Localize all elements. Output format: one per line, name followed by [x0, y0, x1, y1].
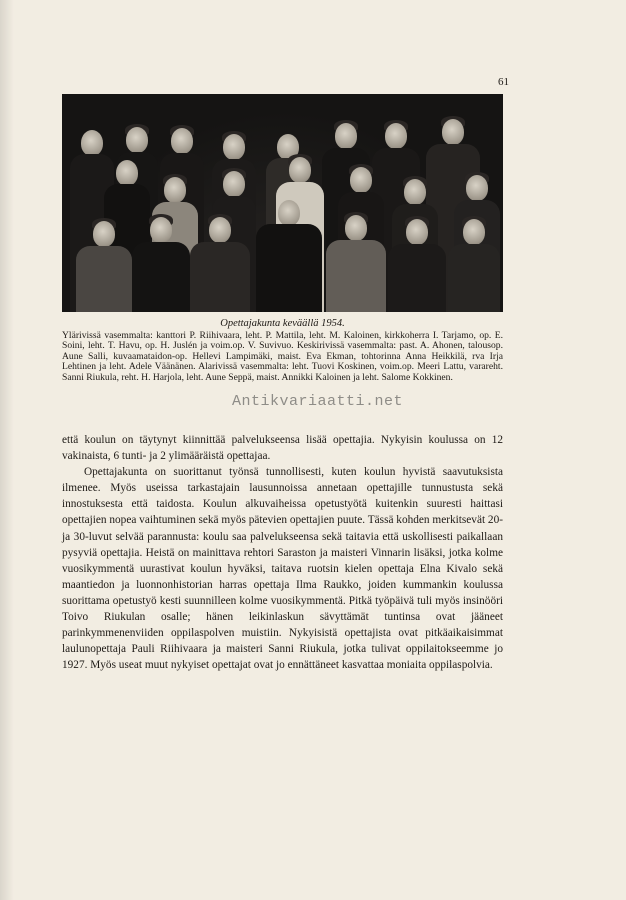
page-edge-shadow — [0, 0, 14, 900]
photo-person — [256, 200, 322, 312]
photo-person — [132, 214, 190, 312]
paragraph: Opettajakunta on suorittanut työnsä tunnollisesti, kuten koulun hyvistä saavutuksista ilmenee. Myös useissa tarkastajain lausunnoissa annetaan opettajille tunnustusta sekä innostuksesta että taidosta. Koulun alkuvaiheissa opetustyötä kuitenkin suuresti haittasi opettajien nopea vaihtuminen sekä myös pätevien opettajien puute. Tässä kohden merkitsevät 20- ja 30-luvut selvää parannusta: koulu saa palvelukseensa sekä taitavia että uskollisesti paikallaan pysyviä opettajia. Heistä on mainittava rehtori Saraston ja maisteri Vinnarin lisäksi, jotka kolme vuosikymmentä uurastivat koulun hyväksi, taitava ruotsin kielen opettaja Elna Kivalo sekä maantiedon ja luonnonhistorian harras opettaja Ilma Raukko, joiden kummankin koulussa suorittama opetustyö kesti suunnilleen kolme vuosikymmentä. Pitkä työpäivä tuli myös insinööri Toivo Riukulan osalle; hänen leikinlaskun sävyttämät tuntinsa ovat jääneet parinkymmenenviiden oppilaspolven muistiin. Nykyisistä opettajista ovat pitkäaikaisimmat laulunopettaja Pauli Riihivaara ja maisteri Sanni Riukula, jotka tulivat oppilaitokseemme jo 1927. Myös useat muut nykyiset opettajat ovat jo ennättäneet kasvattaa moniaita oppilaspolvia. — [62, 466, 503, 672]
group-photo — [62, 94, 503, 312]
photo-caption: Ylärivissä vasemmalta: kanttori P. Riihivaara, leht. P. Mattila, leht. M. Kaloinen, kirkkoherra I. Tarjamo, op. E. Soini, leht. T. Havu, op. H. Juslén ja voim.op. V. Suvivuo. Keskirivissä vasemmalta: past. A. Ahonen, talousop. Aune Salli, kuvaamataidon-op. Hellevi Lampimäki, maist. Eva Ekman, tohtorinna Anna Heikkilä, rva Irja Lehtinen ja leht. Adele Väänänen. Alarivissä vasemmalta: leht. Tuovi Koskinen, voim.op. Meeri Lattu, varareht. Sanni Riukula, reht. H. Harjola, leht. Aune Seppä, maist. Annikki Kaloinen ja leht. Salome Kokkinen. — [62, 330, 503, 383]
photo-person — [326, 212, 386, 312]
photo-person — [448, 216, 500, 312]
photo-person — [76, 218, 132, 312]
watermark: Antikvariaatti.net — [232, 393, 404, 410]
photo-caption-title: Opettajakunta keväällä 1954. — [220, 318, 345, 329]
page-number: 61 — [498, 76, 509, 88]
body-text — [62, 432, 503, 673]
paragraph: että koulun on täytynyt kiinnittää palvelukseensa lisää opettajia. Nykyisin koulussa on 12 vakinaista, 6 tunti- ja 2 ylimääräistä opettajaa. — [62, 434, 503, 463]
photo-person — [190, 214, 250, 312]
photo-person — [388, 216, 446, 312]
